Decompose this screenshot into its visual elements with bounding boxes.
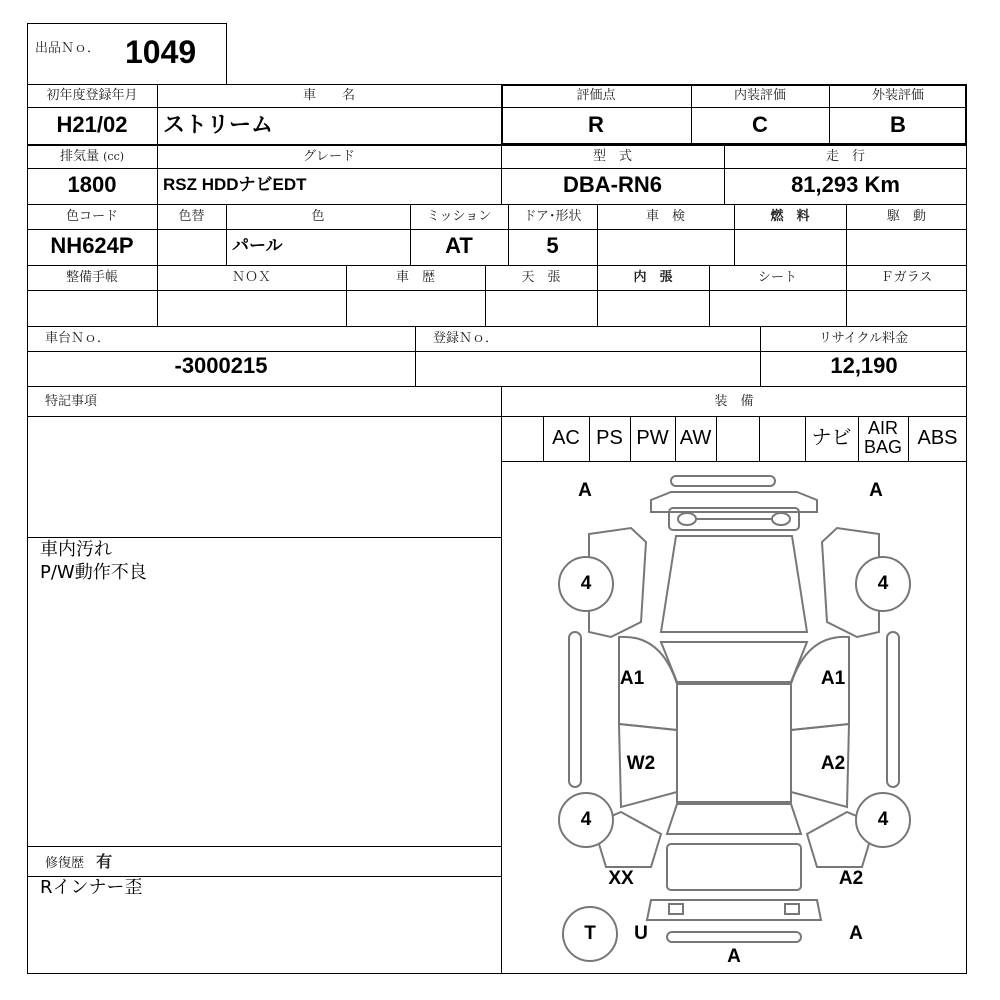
drive-label: 駆 動 xyxy=(886,209,926,224)
lot-label: 出品Ｎｏ． xyxy=(35,41,101,56)
repair-notes-text: Rインナー歪 xyxy=(40,877,143,898)
interior-score-label: 内装評価 xyxy=(733,88,786,103)
inspection-label: 車 検 xyxy=(645,209,685,224)
equipment-ps: PS xyxy=(596,427,623,449)
equipment-slot-6 xyxy=(716,416,759,460)
color-value: パール xyxy=(232,236,283,255)
roof-value xyxy=(485,292,597,324)
damage-tire-rear-right: 4 xyxy=(877,809,889,830)
color-change-value xyxy=(157,230,226,262)
roof-shape xyxy=(677,684,791,802)
mission-label: ミッション xyxy=(426,209,492,224)
fuel-label: 燃 料 xyxy=(770,209,810,224)
displacement-label xyxy=(27,146,157,168)
score-label: 評価点 xyxy=(576,88,616,103)
registration-number-label: 登録Ｎｏ． xyxy=(433,331,499,346)
grade-value: RSZ HDDナビEDT xyxy=(163,175,307,194)
roof-label: 天 張 xyxy=(521,270,561,285)
chassis-value: -3000215 xyxy=(174,353,268,378)
interior-trim-label: 内 張 xyxy=(633,270,673,285)
special-notes-label: 特記事項 xyxy=(45,394,98,409)
hood-shape xyxy=(661,536,807,632)
score-value: R xyxy=(588,112,604,137)
damage-rear-right: A xyxy=(849,923,863,944)
recycle-fee-label: リサイクル料金 xyxy=(818,331,909,346)
equipment-ac: AC xyxy=(552,427,580,449)
color-label: 色 xyxy=(311,209,325,224)
windshield-shape xyxy=(661,642,807,682)
repair-history-label-text: 修復歴 xyxy=(45,856,85,871)
nox-value xyxy=(157,292,346,324)
damage-front-right: A xyxy=(869,480,883,501)
equipment-slot-1 xyxy=(501,416,543,460)
history-value xyxy=(346,292,485,324)
car-name-value: ストリーム xyxy=(163,112,274,137)
repair-history-label xyxy=(45,851,112,873)
color-code-value: NH624P xyxy=(50,233,134,258)
seat-label: シート xyxy=(757,270,797,285)
history-label: 車 歴 xyxy=(395,270,435,285)
recycle-fee-value: 12,190 xyxy=(830,353,898,378)
drive-value xyxy=(846,230,967,262)
damage-rear-bumper: A xyxy=(727,946,741,967)
rear-bumper-shape xyxy=(667,932,801,942)
mission-value: AT xyxy=(445,233,473,258)
grade-label: グレード xyxy=(302,149,355,164)
damage-door-rear-right: A2 xyxy=(820,753,846,774)
equipment-airbag: AIR BAG xyxy=(863,418,902,457)
displacement-value: 1800 xyxy=(67,172,117,197)
equipment-slot-7 xyxy=(759,416,805,460)
chassis-label: 車台Ｎｏ． xyxy=(45,331,111,346)
rear-window-shape xyxy=(667,804,801,834)
displacement-label-text: 排気量 xyxy=(59,149,99,164)
damage-rear-quarter-left: XX xyxy=(608,868,634,889)
mileage-value: 81,293 Km xyxy=(791,172,900,197)
door-label: ドア･形状 xyxy=(523,209,582,224)
equipment-aw: AW xyxy=(679,427,712,449)
trunk-shape xyxy=(667,844,801,890)
headlight-left-shape xyxy=(678,513,696,525)
repair-history-value: 有 xyxy=(96,852,113,871)
car-diagram xyxy=(501,462,967,973)
rocker-right-shape xyxy=(887,632,899,787)
color-code-label: 色コード xyxy=(65,209,118,224)
damage-tire-front-left: 4 xyxy=(580,573,592,594)
damage-door-rear-left: W2 xyxy=(626,753,656,774)
registration-number-value xyxy=(415,350,760,382)
model-label: 型 式 xyxy=(592,149,632,164)
lot-number: 1049 xyxy=(125,34,197,70)
exterior-score-value: B xyxy=(890,112,906,137)
damage-tire-front-right: 4 xyxy=(877,573,889,594)
glass-value xyxy=(846,292,967,324)
first-registration-label: 初年度登録年月 xyxy=(46,88,138,103)
damage-door-front-right: A1 xyxy=(820,668,846,689)
damage-spare: T xyxy=(584,923,596,944)
equipment-abs: ABS xyxy=(917,427,958,449)
nox-label: ＮＯＸ xyxy=(231,270,271,285)
color-change-label: 色替 xyxy=(178,209,205,224)
service-book-value xyxy=(27,292,157,324)
damage-door-front-left: A1 xyxy=(619,668,645,689)
taillight-left-shape xyxy=(669,904,683,914)
fuel-value xyxy=(734,230,846,262)
interior-trim-value xyxy=(597,292,709,324)
equipment-pw: PW xyxy=(636,427,669,449)
damage-rear-quarter-right: A2 xyxy=(838,868,864,889)
inspection-value xyxy=(597,230,734,262)
headlight-right-shape xyxy=(772,513,790,525)
interior-score-value: C xyxy=(752,112,768,137)
damage-tire-rear-left: 4 xyxy=(580,809,592,830)
damage-front-left: A xyxy=(578,480,592,501)
equipment-navi: ナビ xyxy=(811,427,852,449)
mileage-label: 走 行 xyxy=(825,149,865,164)
exterior-score-label: 外装評価 xyxy=(871,88,924,103)
taillight-right-shape xyxy=(785,904,799,914)
special-notes-text: 車内汚れ P/W動作不良 xyxy=(40,539,147,583)
model-value: DBA-RN6 xyxy=(563,172,662,197)
glass-label: Ｆガラス xyxy=(880,270,933,285)
service-book-label: 整備手帳 xyxy=(65,270,118,285)
displacement-unit: (cc) xyxy=(103,150,125,163)
door-value: 5 xyxy=(546,233,559,258)
front-bumper-shape xyxy=(671,476,775,486)
rocker-left-shape xyxy=(569,632,581,787)
equipment-label: 装 備 xyxy=(714,394,754,409)
first-registration-value: H21/02 xyxy=(56,112,128,137)
damage-trunk-left: U xyxy=(634,923,648,944)
car-name-label: 車 名 xyxy=(302,88,355,103)
seat-value xyxy=(709,292,846,324)
